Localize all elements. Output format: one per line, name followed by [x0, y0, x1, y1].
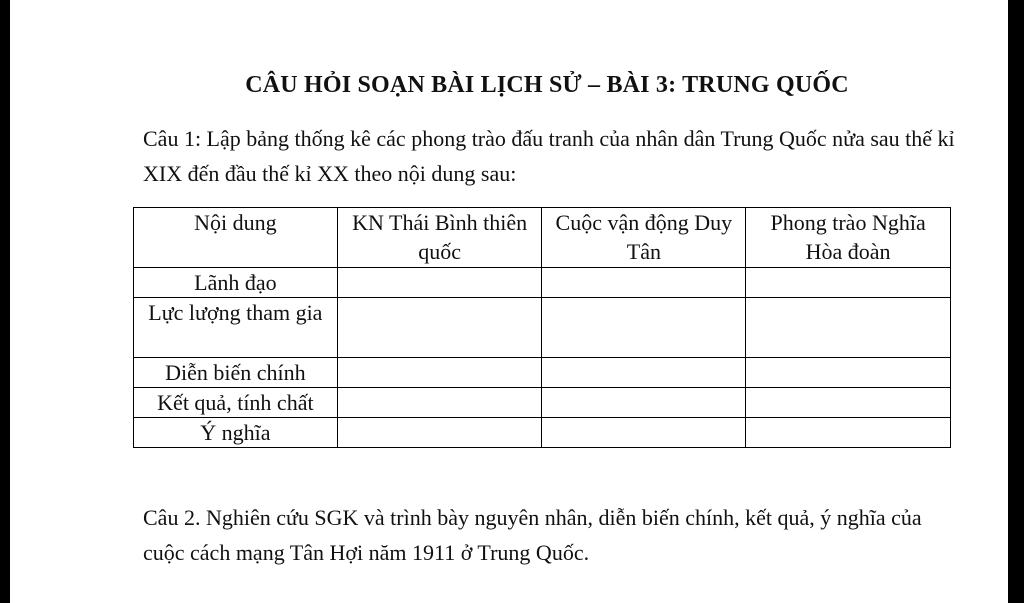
table-cell: [337, 358, 542, 388]
row-label-luc-luong: Lực lượng tham gia: [134, 298, 338, 358]
question-1: Câu 1: Lập bảng thống kê các phong trào đấu tranh của nhân dân Trung Quốc nửa sau thế kỉ XIX đến đầu thế kỉ XX theo nội dung sau:: [143, 126, 955, 186]
document-title: CÂU HỎI SOẠN BÀI LỊCH SỬ – BÀI 3: TRUNG QUỐC: [245, 72, 849, 98]
document-page: [10, 0, 1008, 603]
table-cell: [337, 268, 542, 298]
table-cell: [542, 388, 746, 418]
row-label-y-nghia: Ý nghĩa: [134, 418, 338, 448]
row-label-ket-qua: Kết quả, tính chất: [134, 388, 338, 418]
table-cell: [746, 268, 951, 298]
table-cell: [746, 358, 951, 388]
table-row: [134, 418, 951, 448]
header-noi-dung: Nội dung: [134, 208, 338, 268]
table-cell: [542, 268, 746, 298]
table-row: [134, 388, 951, 418]
table-cell: [746, 388, 951, 418]
table-cell: [337, 418, 542, 448]
question-2: Câu 2. Nghiên cứu SGK và trình bày nguyên nhân, diễn biến chính, kết quả, ý nghĩa của cuộc cách mạng Tân Hợi năm 1911 ở Trung Quốc.: [143, 505, 922, 565]
table-cell: [746, 418, 951, 448]
table-cell: [542, 358, 746, 388]
table-cell: [746, 298, 951, 358]
row-label-lanh-dao: Lãnh đạo: [134, 268, 338, 298]
table-row: [134, 358, 951, 388]
table-row: [134, 298, 951, 358]
table-cell: [337, 388, 542, 418]
header-thai-binh: KN Thái Bình thiên quốc: [337, 208, 542, 268]
statistics-table: [133, 207, 951, 448]
row-label-dien-bien: Diễn biến chính: [134, 358, 338, 388]
header-nghia-hoa-doan: Phong trào Nghĩa Hòa đoàn: [746, 208, 951, 268]
table-cell: [542, 418, 746, 448]
header-duy-tan: Cuộc vận động Duy Tân: [542, 208, 746, 268]
table-row: [134, 268, 951, 298]
table-header-row: [134, 208, 951, 268]
table-cell: [337, 298, 542, 358]
table-cell: [542, 298, 746, 358]
